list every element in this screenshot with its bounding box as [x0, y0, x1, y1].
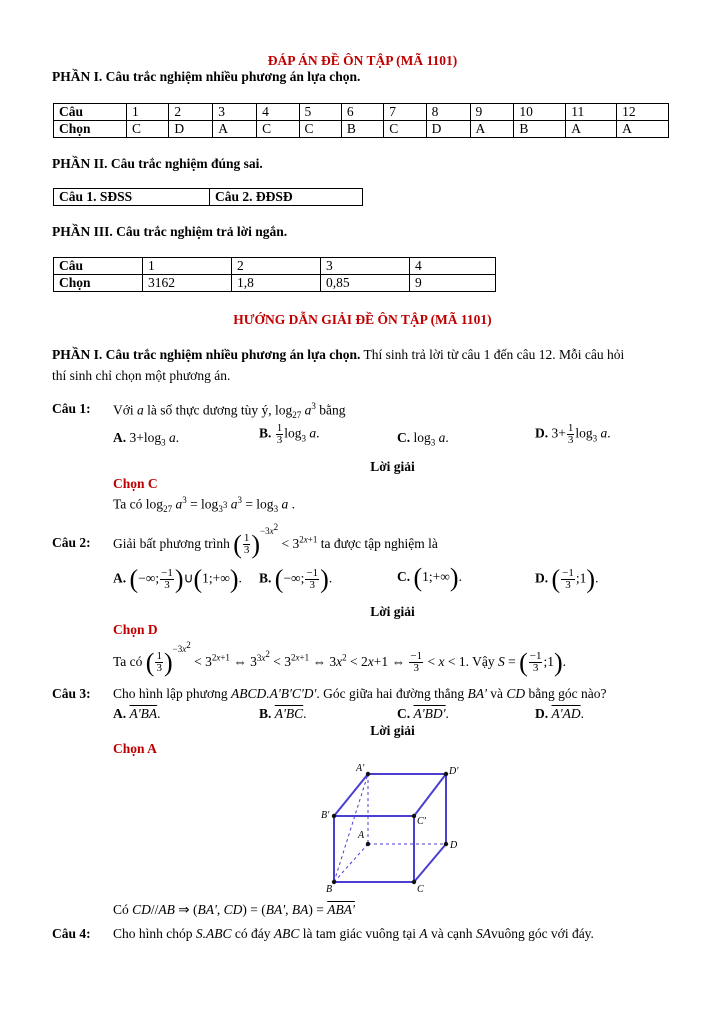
table-cell: 4 [410, 258, 496, 275]
table-cell: 0,85 [321, 275, 410, 292]
q1-stem-text: Với [113, 402, 138, 418]
table-cell: 3162 [143, 275, 232, 292]
table-cell: C [257, 121, 299, 138]
table-cell: Câu 1. SĐSS [54, 189, 210, 206]
q1-label: Câu 1: [52, 401, 91, 416]
cube-hidden-edge [334, 774, 368, 882]
table-cell: 1 [127, 104, 169, 121]
table-cell: 5 [299, 104, 341, 121]
cube-edge [414, 774, 446, 816]
table-cell: A [617, 121, 669, 138]
table-cell: Câu 2. ĐĐSĐ [210, 189, 363, 206]
table-cell: 7 [384, 104, 426, 121]
option-letter: B. [259, 570, 272, 586]
q1-option-c: C. $\log_3 a$. [397, 430, 449, 448]
q1-answer: Chọn C [113, 476, 158, 491]
option-letter: A. [113, 570, 127, 586]
guide-intro-line2: thí sinh chỉ chọn một phương án. [52, 368, 231, 383]
part2-answer-table [53, 188, 363, 206]
table-cell: 3 [213, 104, 257, 121]
q4-stem-text: Cho hình chóp [113, 926, 196, 941]
cube-label: D [450, 840, 458, 851]
part3-answer-table [53, 257, 496, 292]
q3-stem: Cho hình lập phương ABCD.A'B'C'D'. Góc giữa hai đường thẳng BA' và CD bằng góc nào? [113, 686, 607, 701]
q2-work-text: . Vậy [465, 654, 498, 669]
q1-stem: Với a là số thực dương tùy ý, $\log_{27} a^3$ bằng [113, 401, 346, 421]
cube-vertex [332, 814, 336, 818]
table-cell: C [127, 121, 169, 138]
option-letter: C. [397, 706, 411, 721]
q2-label: Câu 2: [52, 535, 91, 550]
q1-solution-label: Lời giải [370, 459, 415, 474]
q3-work: Có CD//AB ⇒ (BA', CD) = (BA', BA) = ABA' [113, 902, 355, 917]
q2-option-b: B. (−∞; $\frac{-1}{3}$ ). [259, 564, 333, 594]
table-cell: Chọn [54, 275, 143, 292]
q3-option-c: C. A'BD'. [397, 706, 449, 721]
table-row [54, 275, 496, 292]
q3-stem-text: . Góc giữa hai đường thẳng [316, 686, 468, 701]
cube-label: A' [356, 763, 365, 774]
option-letter: C. [397, 430, 411, 445]
table-cell: 6 [341, 104, 383, 121]
table-cell: 1 [143, 258, 232, 275]
q3-stem-text: Cho hình lập phương [113, 686, 231, 701]
cube-hidden-edge [334, 844, 368, 882]
table-cell: C [299, 121, 341, 138]
table-row [54, 258, 496, 275]
part3-heading: PHẦN III. Câu trắc nghiệm trả lời ngắn. [52, 224, 288, 239]
table-cell: Câu [54, 258, 143, 275]
table-row [54, 189, 363, 206]
q1-option-d: D. 3+ $\frac{1}{3}$ $\log_3 a$. [535, 422, 611, 446]
cube-vertex [412, 814, 416, 818]
table-cell: 12 [617, 104, 669, 121]
table-cell: 2 [232, 258, 321, 275]
option-letter: D. [535, 425, 549, 441]
q1-work-text: Ta có [113, 496, 146, 512]
cube-vertex [412, 880, 416, 884]
q1-option-b: B. $\frac{1}{3}$ $\log_3 a$. [259, 422, 320, 446]
table-cell: 8 [426, 104, 470, 121]
option-letter: D. [535, 570, 549, 586]
q2-option-c: C. (1;+∞). [397, 563, 462, 592]
q3-option-b: B. A'BC. [259, 706, 307, 721]
table-cell: B [514, 121, 566, 138]
cube-label: C [417, 884, 424, 895]
q3-answer: Chọn A [113, 741, 157, 756]
table-cell: 10 [514, 104, 566, 121]
option-letter: D. [535, 706, 549, 721]
q1-stem-text: là số thực dương tùy ý, [143, 402, 276, 418]
q2-option-a: A. (−∞; $\frac{-1}{3}$ )∪(1;+∞). [113, 564, 242, 594]
q4-stem-text: là tam giác vuông tại [299, 926, 420, 941]
table-row [54, 104, 669, 121]
q1-work: Ta có $\log_{27} a^3 = \log_{3^3} a^3 = \log_3 a$ . [113, 495, 295, 515]
table-cell: 9 [470, 104, 514, 121]
q4-label: Câu 4: [52, 926, 91, 941]
cube-figure [318, 760, 468, 895]
table-cell: A [213, 121, 257, 138]
table-cell: 3 [321, 258, 410, 275]
table-cell: A [566, 121, 617, 138]
table-cell: C [384, 121, 426, 138]
q2-work-text: Ta có [113, 654, 146, 669]
cube-vertex [366, 842, 370, 846]
q3-option-a: A. A'BA. [113, 706, 161, 721]
table-cell: Chọn [54, 121, 127, 138]
q3-stem-text: và [486, 686, 507, 701]
q1-option-a: A. $3+\log_3$ a. [113, 430, 180, 448]
option-letter: A. [113, 706, 127, 721]
table-cell: A [470, 121, 514, 138]
part1-heading: PHẦN I. Câu trắc nghiệm nhiều phương án lựa chọn. [52, 69, 361, 84]
table-cell: 11 [566, 104, 617, 121]
table-cell: 2 [169, 104, 213, 121]
guide-part1-heading: PHẦN I. Câu trắc nghiệm nhiều phương án lựa chọn. [52, 347, 361, 362]
q2-solution-label: Lời giải [370, 604, 415, 619]
cube-edge [414, 844, 446, 882]
cube-vertex [332, 880, 336, 884]
table-cell: D [169, 121, 213, 138]
q3-solution-label: Lời giải [370, 723, 415, 738]
part2-heading: PHẦN II. Câu trắc nghiệm đúng sai. [52, 156, 263, 171]
cube-vertex [444, 842, 448, 846]
cube-vertex [366, 772, 370, 776]
option-letter: B. [259, 706, 272, 721]
q2-stem-text: Giải bất phương trình [113, 536, 234, 551]
option-letter: B. [259, 425, 272, 441]
cube-label: C' [417, 816, 426, 827]
q3-stem-text: bằng góc nào? [525, 686, 607, 701]
option-letter: A. [113, 430, 127, 445]
cube-label: A [358, 830, 365, 841]
q3-work-text: Có [113, 902, 133, 917]
q2-option-d: D. ( $\frac{-1}{3}$ ;1). [535, 564, 599, 594]
cube-vertex [444, 772, 448, 776]
table-cell: 4 [257, 104, 299, 121]
q4-stem-text: có đáy [234, 926, 274, 941]
guide-intro [52, 347, 672, 363]
q2-answer: Chọn D [113, 622, 158, 637]
q2-stem-text: ta được tập nghiệm là [317, 536, 438, 551]
option-letter: C. [397, 569, 411, 585]
table-cell: B [341, 121, 383, 138]
part1-answer-table [53, 103, 669, 138]
table-cell: Câu [54, 104, 127, 121]
guide-intro-text: Thí sinh trả lời từ câu 1 đến câu 12. Mỗi câu hỏi [360, 347, 625, 362]
q4-stem-text: và cạnh [427, 926, 476, 941]
table-cell: D [426, 121, 470, 138]
table-cell: 9 [410, 275, 496, 292]
guide-title: HƯỚNG DẪN GIẢI ĐỀ ÔN TẬP (MÃ 1101) [233, 312, 492, 327]
q3-option-d: D. A'AD. [535, 706, 585, 721]
q2-work: Ta có ( $\frac{1}{3}$ )$^{-3x^2} < 3^{2x+1}$ ⇔ $3^{3x^2} < 3^{2x+1}$ ⇔ $3x^2 < 2x+1$ ⇔ $\frac{-1}{3}$ < x < 1. Vậy S = ( $\frac{-1}{3}$ ;1). [113, 640, 567, 677]
q4-stem: Cho hình chóp S.ABC có đáy ABC là tam giác vuông tại A và cạnh SAvuông góc với đáy. [113, 926, 594, 941]
q4-stem-text: vuông góc với đáy. [490, 926, 594, 941]
cube-label: D' [449, 766, 459, 777]
cube-edge [334, 774, 368, 816]
q2-stem: Giải bất phương trình ( $\frac{1}{3}$ )$^{-3x^2} < 3^{2x+1}$ ta được tập nghiệm là [113, 522, 438, 559]
q1-stem-text: bằng [315, 402, 346, 418]
table-row [54, 121, 669, 138]
table-cell: 1,8 [232, 275, 321, 292]
q3-label: Câu 3: [52, 686, 91, 701]
answer-title: ĐÁP ÁN ĐỀ ÔN TẬP (MÃ 1101) [267, 53, 458, 68]
cube-label: B [326, 884, 333, 895]
cube-label: B' [321, 810, 330, 821]
